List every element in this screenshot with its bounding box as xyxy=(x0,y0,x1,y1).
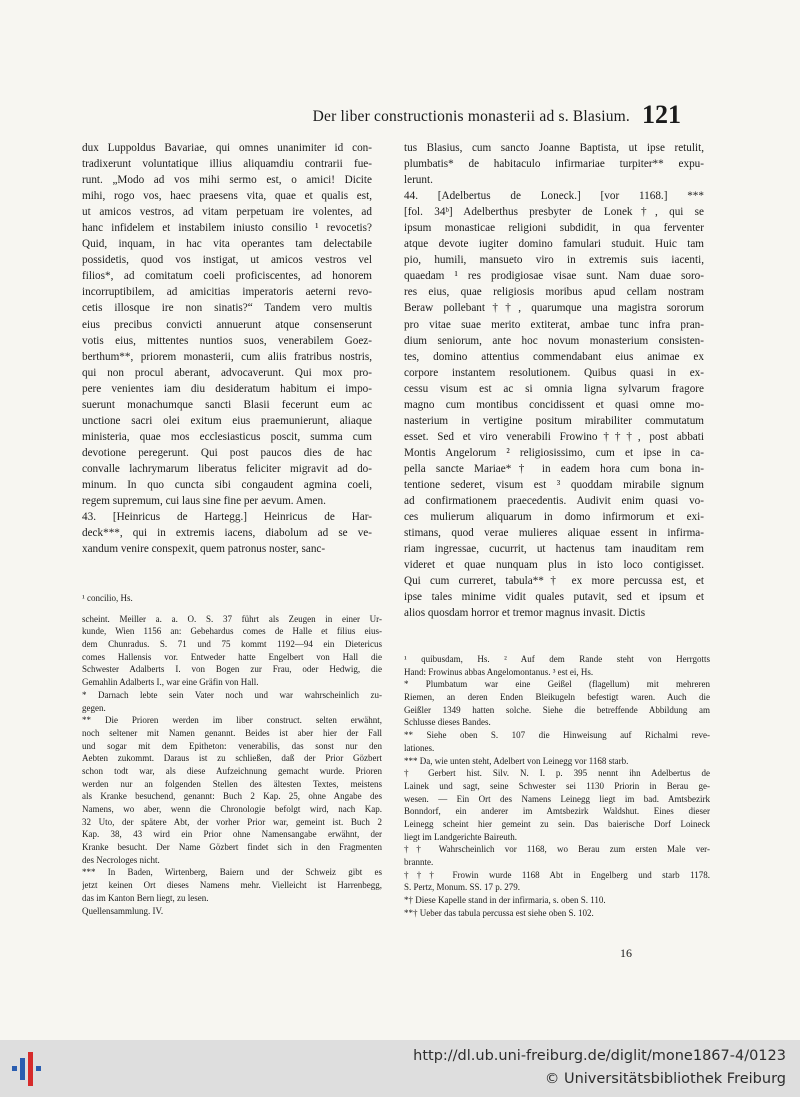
text-line: qui non procul aberant, advocaverunt. Qui mox pro- xyxy=(82,366,372,379)
text-line: dium seniorum, ante hoc novum monasterium consisten- xyxy=(404,334,704,347)
left-footnotes xyxy=(82,592,382,917)
footnote-line: † Gerbert hist. Silv. N. I. p. 395 nennt ihn Adelbertus de xyxy=(404,768,710,779)
library-logo-icon xyxy=(10,1050,44,1088)
footnote-line: Bonndorf, ein anderer im Amtsbezirk Waldshut. Eines dieser xyxy=(404,806,710,817)
footnote-line: ** Die Prioren werden im liber construct. selten erwähnt, xyxy=(82,715,382,726)
footnote-line: Leinegg scheint hier gemeint zu sein. Das baierische Dorf Loineck xyxy=(404,818,710,829)
footnote-line: ** Siehe oben S. 107 die Hinweisung auf Richalmi reve- xyxy=(404,730,710,741)
footnote-line: Schwester Adalberts I. von Bogen zur Frau, oder Hedwig, die xyxy=(82,664,382,675)
text-line: tus Blasius, cum sancto Joanne Baptista, ut ipse retulit, xyxy=(404,142,704,154)
copyright-notice: © Universitätsbibliothek Freiburg xyxy=(544,1071,786,1087)
text-line: 43. [Heinricus de Hartegg.] Heinricus de Har- xyxy=(82,511,372,524)
text-line: corpore instantem resolutionem. Quibus quasi in ex- xyxy=(404,366,704,379)
text-line: cessu visum est ac si omnia ligna sylvarum fragore xyxy=(404,382,704,395)
footnote-line: *** Da, wie unten steht, Adelbert von Leinegg vor 1168 starb. xyxy=(404,755,629,766)
footnote-line: ¹ concilio, Hs. xyxy=(82,593,133,603)
footnote-line: Lainek und sagt, seine Schwester sei 1130 Priorin in Berau ge- xyxy=(404,780,710,791)
page-number: 121 xyxy=(642,100,681,129)
text-line: pere venientes iam diu desideratum habitum ei impo- xyxy=(82,382,372,395)
footnote-line: scheint. Meiller a. a. O. S. 37 führt als Zeugen in einer Ur- xyxy=(82,613,382,624)
footnote-line: brannte. xyxy=(404,857,434,867)
text-line: devotione peregerunt. Qui post paucos dies de hac xyxy=(82,446,372,459)
text-line: tradixerunt voluntatique illius aliquamdiu contrarii fue- xyxy=(82,158,372,171)
footnote-line: Schlusse dieses Bandes. xyxy=(404,717,491,728)
footnote-line: als Kranke besuchend, genannt: Buch 2 Kap. 25, ohne Angabe des xyxy=(82,791,382,802)
text-line: deck***, qui in extremis iacens, diabolum ad se ve- xyxy=(82,527,372,540)
text-line: suerunt monachumque sancti Blasii fecerunt eum ac xyxy=(82,398,372,411)
text-line: dux Luppoldus Bavariae, qui omnes unanimiter id con- xyxy=(82,142,372,154)
text-line: berthum**, priorem monasterii, cum aliis fratribus nostris, xyxy=(82,350,372,363)
footnote-line: wesen. — Ein Ort des Namens Leinegg liegt im bad. Amtsbezirk xyxy=(404,793,710,804)
text-line: ipse tales minime vidit quales putavit, sed et ipsum et xyxy=(404,591,704,604)
text-line: ministeria, quae mos ecclesiasticus poscit, summa cum xyxy=(82,430,372,443)
footnote-line: Quellensammlung. IV. xyxy=(82,905,164,916)
text-line: runt. „Modo ad vos mihi sermo est, o amici! Dicite xyxy=(82,174,372,187)
text-line: videret et quae nunquam plus in isto loco contigisset. xyxy=(404,559,704,572)
text-line: possidetis, quod vos instigat, ut amicos vestros vel xyxy=(82,254,372,267)
footnote-line: comes Hallensis vor. Entweder hatte Engelbert von Hall die xyxy=(82,651,382,662)
footnote-line: das im Kanton Bern liegt, zu lesen. xyxy=(82,892,209,903)
text-line: esset. Sed et viro venerabili Frowino†††, post abbati xyxy=(404,430,704,443)
text-line: quaedam ¹ res prodigiosae visae sunt. Nam duae soro- xyxy=(404,270,704,283)
text-line: hanc infidelem et instabilem iniusto consilio ¹ revocetis? xyxy=(82,222,372,235)
footnote-line: Geißler 1349 hatten solche. Siehe die betreffende Abbildung am xyxy=(404,704,710,715)
footnote-line: und sogar mit dem Epitheton: venerabilis, das sonst nur den xyxy=(82,740,382,751)
footnote-line: 32 Uto, der spätere Abt, der vorher Prior war, gemeint ist. Buch 2 xyxy=(82,816,382,827)
text-line: pio, humili, mansueto viro in extremis suis iacenti, xyxy=(404,254,704,267)
footnote-line: ††† Frowin wurde 1168 Abt in Engelberg und starb 1178. xyxy=(404,869,710,880)
text-line: lerunt. xyxy=(404,174,433,187)
footnote-line: des Necrologes nicht. xyxy=(82,854,160,865)
footnote-line: **† Ueber das tabula percussa est siehe oben S. 102. xyxy=(404,907,594,918)
sheet-number: 16 xyxy=(620,946,632,960)
text-line: nasterium in vertigine positum mirabiliter commutatum xyxy=(404,414,704,427)
footnote-line: liegt im Landgerichte Baireuth. xyxy=(404,831,517,842)
footnote-line: ¹ quibusdam, Hs. ² Auf dem Rande steht von Herrgotts xyxy=(404,654,710,664)
text-line: [fol. 34ᵇ] Adelberthus presbyter de Lonek†, qui se xyxy=(404,206,704,219)
footnote-line: gegen. xyxy=(82,702,106,713)
text-line: tes, domino attentius commendabant eius animae ex xyxy=(404,350,704,363)
text-line: Montis Angelorum ² religiosissimo, cum et ipse in ca- xyxy=(404,446,704,459)
footnote-line: lationes. xyxy=(404,742,435,753)
text-line: pella sancte Mariae*† in eadem hora cum bona in- xyxy=(404,462,704,475)
footnote-gap xyxy=(82,605,382,613)
text-line: convalle lachrymarum liberatus feliciter migravit ad do- xyxy=(82,462,372,475)
footnote-line: Hand: Frowinus abbas Angelomontanus. ³ est ei, Hs. xyxy=(404,666,594,677)
right-footnotes xyxy=(404,653,710,919)
footnote-line: †† Wahrscheinlich vor 1168, wo Berau zum ersten Male ver- xyxy=(404,844,710,855)
footnote-line: Namens, wo aber, wenn die Chronologie befolgt wird, nach Kap. xyxy=(82,804,382,814)
text-line: tentione sederet, visum est ³ quoddam mirabile signum xyxy=(404,478,704,491)
footnote-line: werden nur an folgenden Stellen des ältesten Textes, meistens xyxy=(82,778,382,789)
viewer-footer xyxy=(0,1040,800,1097)
text-line: ut amicos vestros, ad vitam perpetuam ire volentes, ad xyxy=(82,206,372,219)
footnote-line: dem Chunradus. S. 71 und 75 kommt 1192—94 ein Dietericus xyxy=(82,639,382,650)
text-line: riam ingressae, cucurrit, ut hactenus tam inauditam rem xyxy=(404,543,704,556)
right-text-column xyxy=(404,140,704,621)
footnote-line: Kranke besucht. Der Name Gözbert findet sich in den Fragmenten xyxy=(82,842,382,853)
running-title: Der liber constructionis monasterii ad s. Blasium. xyxy=(312,108,630,125)
footnote-line: kunde, Wien 1156 an: Gebehardus comes de Halle et filius eius- xyxy=(82,626,382,637)
text-line: magno cum montibus concidissent et quasi omne mo- xyxy=(404,398,704,411)
footnote-line: * Darnach lebte sein Vater noch und war wahrscheinlich zu- xyxy=(82,689,382,700)
footnote-line: * Plumbatum war eine Geißel (flagellum) mit mehreren xyxy=(404,679,710,690)
text-line: minum. In quo cuncta sibi congaudent agmina coeli, xyxy=(82,478,372,491)
text-line: unctione sacri olei exitum eius praemunierunt, aliaque xyxy=(82,414,372,427)
text-line: xandum venire conspexit, quem patronus noster, sanc- xyxy=(82,543,326,556)
footnote-line: *** In Baden, Wirtenberg, Baiern und der Schweiz gibt es xyxy=(82,867,382,878)
footnote-line: noch seltener mit Namen genannt. Beides ist aber hier der Fall xyxy=(82,727,382,738)
footnote-line: Gemahlin Adalberts I., war eine Gräfin von Hall. xyxy=(82,677,259,688)
text-line: eius precibus convicti annuerunt atque consenserunt xyxy=(82,318,372,331)
text-line: incorruptibilem, ad amicitias imperatoris aeterni revo- xyxy=(82,286,372,299)
text-line: ipsum monasticae religioni subdidit, in qua ferventer xyxy=(404,222,704,235)
text-line: pro vitae suae merito extiterat, ambae tunc infra pran- xyxy=(404,318,704,331)
text-line: mihi, rogo vos, haec praesens vita, quae et qualis est, xyxy=(82,190,372,203)
text-line: Beraw pollebant††, quarumque una magistra sororum xyxy=(404,302,704,315)
text-line: alios quosdam horror et tremor magnus invasit. Dictis xyxy=(404,607,646,620)
page-header xyxy=(0,96,800,136)
footnote-line: jetzt keinen Ort dieses Namens mehr. Vielleicht ist Harrenbegg, xyxy=(82,880,382,891)
text-line: stimans, quod verae mulieres aliquae essent in infirma- xyxy=(404,527,704,540)
text-line: Quid, inquam, in hac vita operantes tam delectabile xyxy=(82,238,372,251)
document-url-link[interactable]: http://dl.ub.uni-freiburg.de/diglit/mone1867-4/0123 xyxy=(413,1048,786,1064)
text-line: plumbatis* de habitaculo infirmariae turpiter** expu- xyxy=(404,158,704,171)
text-line: cetis illosque ire non sinatis?“ Tandem vero multis xyxy=(82,302,372,315)
text-line: atque devote iugiter domino famulari studuit. Huic tam xyxy=(404,238,704,251)
text-line: regem supremum, cui laus sine fine per aevum. Amen. xyxy=(82,495,326,508)
text-line: ces mulierum aliquarum in domo infirmorum et exi- xyxy=(404,511,704,524)
footnote-line: Aebten zukommt. Daraus ist zu schließen, daß der Prior Gözbert xyxy=(82,753,382,764)
footnote-line: *† Diese Kapelle stand in der infirmaria, s. oben S. 110. xyxy=(404,895,606,906)
footnote-line: Kap. 38, 43 wird ein Prior ohne Namensangabe erwähnt, der xyxy=(82,829,382,840)
footnote-line: schon todt war, als diese Aufzeichnung gemacht wurde. Prioren xyxy=(82,765,382,776)
text-line: res eius, quae religiosis moribus apud cellam nostram xyxy=(404,286,704,299)
text-line: ad confirmationem praecedentis. Audivit enim quasi vo- xyxy=(404,495,704,508)
footnote-line: S. Pertz, Monum. SS. 17 p. 279. xyxy=(404,882,521,893)
text-line: filios*, ad comitatum coeli proficiscentes, ad honorem xyxy=(82,270,372,283)
text-line: Qui cum curreret, tabula**† ex more percussa est, et xyxy=(404,575,704,588)
text-line: votis eius, mittentes nuntios suos, venerabilem Goez- xyxy=(82,334,372,347)
footnote-line: Riemen, an deren Enden Bleikugeln befestigt waren. Auch die xyxy=(404,692,710,703)
left-text-column xyxy=(82,140,372,557)
text-line: 44. [Adelbertus de Loneck.] [vor 1168.] *** xyxy=(404,190,704,203)
